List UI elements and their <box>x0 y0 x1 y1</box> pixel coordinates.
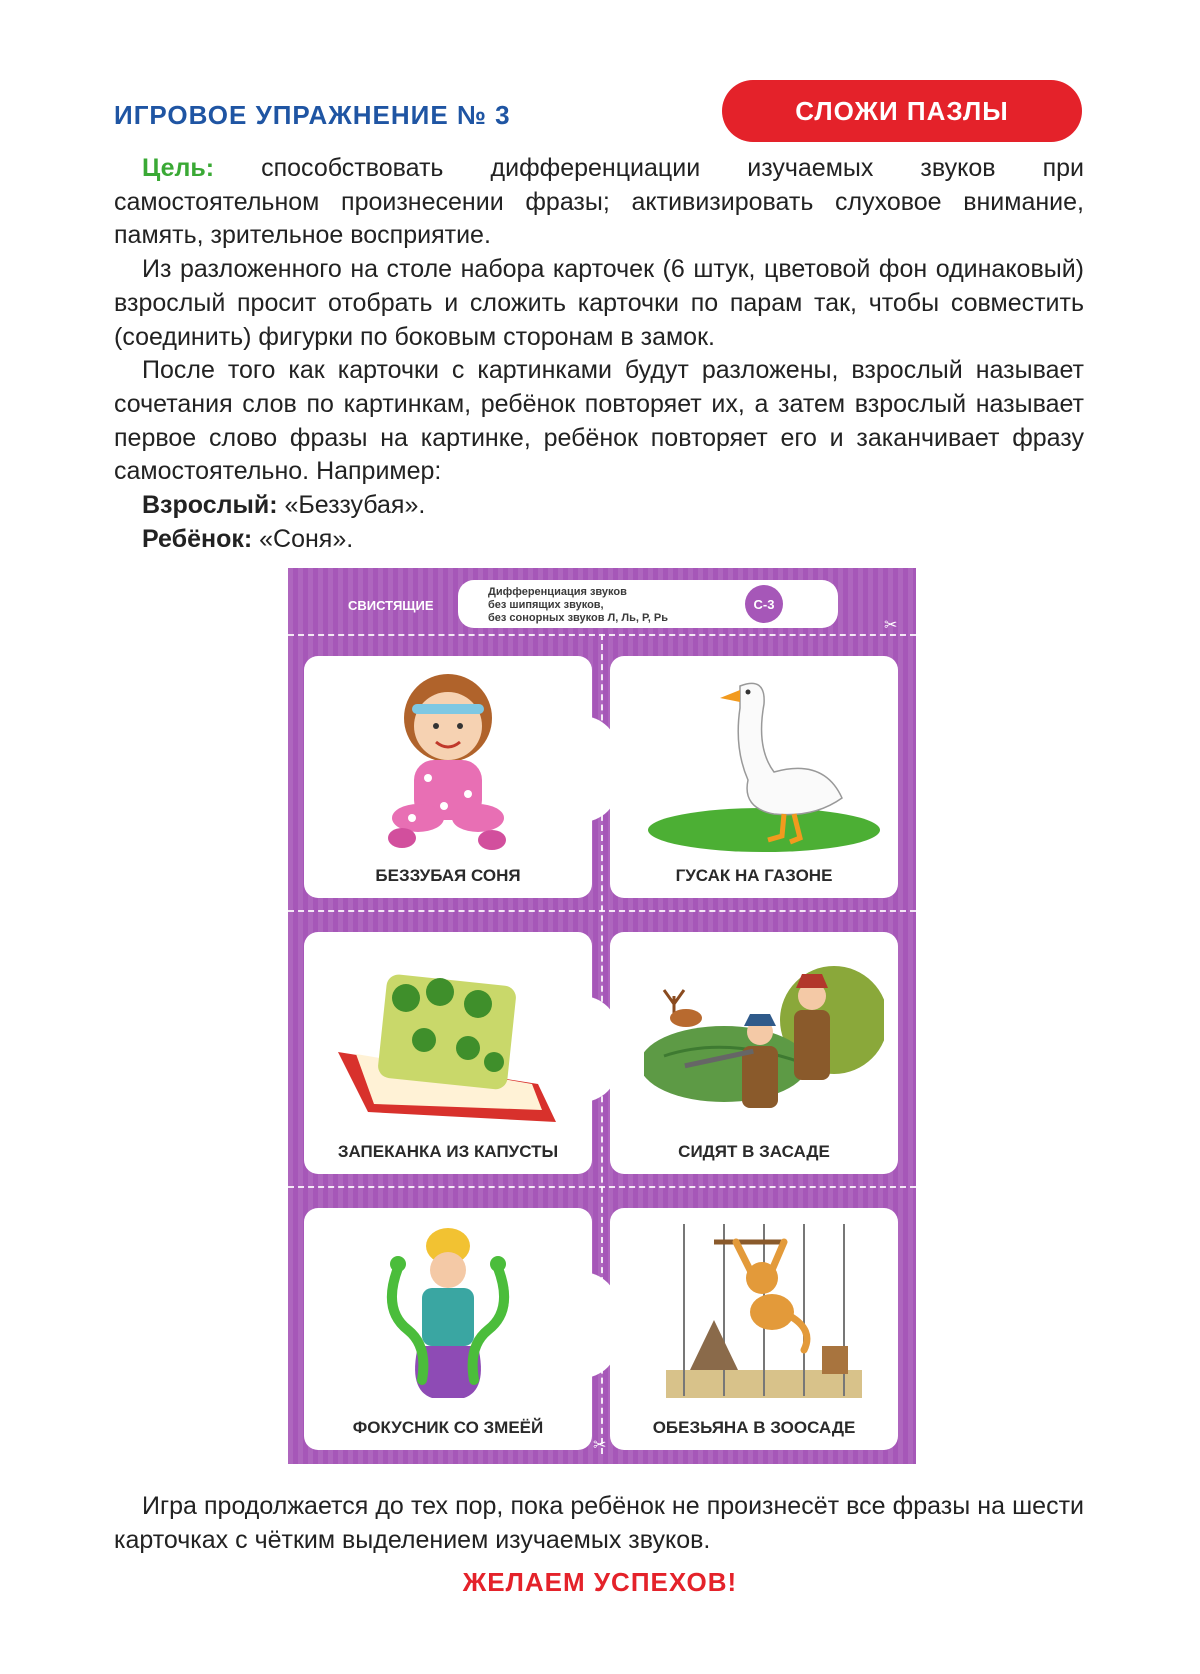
goose-icon <box>644 668 884 858</box>
card-caption: СИДЯТ В ЗАСАДЕ <box>678 1142 830 1161</box>
note-line: Дифференциация звуков <box>488 586 627 598</box>
puzzle-card-sheet <box>288 568 916 1464</box>
card-caption: ФОКУСНИК СО ЗМЕЁЙ <box>352 1418 544 1437</box>
sheet-header <box>288 568 916 636</box>
good-luck-wish: ЖЕЛАЕМ УСПЕХОВ! <box>462 1567 738 1597</box>
closing-paragraph: Игра продолжается до тех пор, пока ребёнок не произнесёт все фразы на шести карточках с чётким выделением изучаемых звуков. <box>114 1492 1084 1554</box>
dialog-speaker: Взрослый: <box>142 491 278 520</box>
puzzle-card[interactable] <box>610 932 898 1174</box>
instruction-paragraph: Из разложенного на столе набора карточек (6 штук, цветовой фон одинаковый) взрослый просит отобрать и сложить карточки по парам так, чтобы совместить (соединить) фигурки по боковым сторонам в замок. <box>114 255 1084 351</box>
dialog-speaker: Ребёнок: <box>142 524 253 553</box>
scissors-icon: ✂ <box>593 1437 607 1454</box>
exercise-badge: СЛОЖИ ПАЗЛЫ <box>722 80 1082 142</box>
card-caption: БЕЗЗУБАЯ СОНЯ <box>375 866 521 885</box>
magician-icon <box>328 1220 568 1410</box>
sound-category: СВИСТЯЩИЕ <box>348 598 434 613</box>
dialog-line-child <box>114 523 1084 557</box>
goal-text: способствовать дифференциации изучаемых звуков при самостоятельном произнесении фразы; активизировать слуховое внимание, память, зрительное восприятие. <box>114 154 1084 250</box>
monkey-icon <box>644 1220 884 1410</box>
puzzle-card[interactable] <box>610 656 898 898</box>
card-caption: ОБЕЗЬЯНА В ЗООСАДЕ <box>652 1418 856 1437</box>
card-caption: ГУСАК НА ГАЗОНЕ <box>675 866 833 885</box>
note-line: без сонорных звуков Л, Ль, Р, Рь <box>488 612 668 624</box>
closing-text <box>114 1490 1084 1557</box>
sheet-note <box>458 580 838 628</box>
sheet-code-badge: С-3 <box>745 585 783 623</box>
exercise-title: ИГРОВОЕ УПРАЖНЕНИЕ № 3 <box>114 100 511 130</box>
intro-text <box>114 152 1084 556</box>
casserole-icon <box>328 944 568 1134</box>
dialog-line: «Беззубая». <box>277 491 426 520</box>
goal-label: Цель: <box>142 154 215 182</box>
hunters-icon <box>644 944 884 1134</box>
note-line: без шипящих звуков, <box>488 599 604 611</box>
puzzle-lock-tab <box>546 996 618 1102</box>
procedure-paragraph: После того как карточки с картинками будут разложены, взрослый называет сочетания слов по картинкам, ребёнок повторяет их, а затем взрослый называет первое слово фразы на картинке, ребёнок повторяет его и заканчивает фразу самостоятельно. Например: <box>114 356 1084 486</box>
card-caption: ЗАПЕКАНКА ИЗ КАПУСТЫ <box>337 1142 559 1161</box>
dialog-line-adult <box>114 489 1084 523</box>
puzzle-lock-tab <box>546 1272 618 1378</box>
baby-icon <box>328 668 568 858</box>
dialog-line: «Соня». <box>252 524 354 553</box>
puzzle-card[interactable] <box>610 1208 898 1450</box>
puzzle-lock-tab <box>546 716 618 822</box>
goal-paragraph <box>114 152 1084 253</box>
scissors-icon: ✂ <box>884 617 898 634</box>
